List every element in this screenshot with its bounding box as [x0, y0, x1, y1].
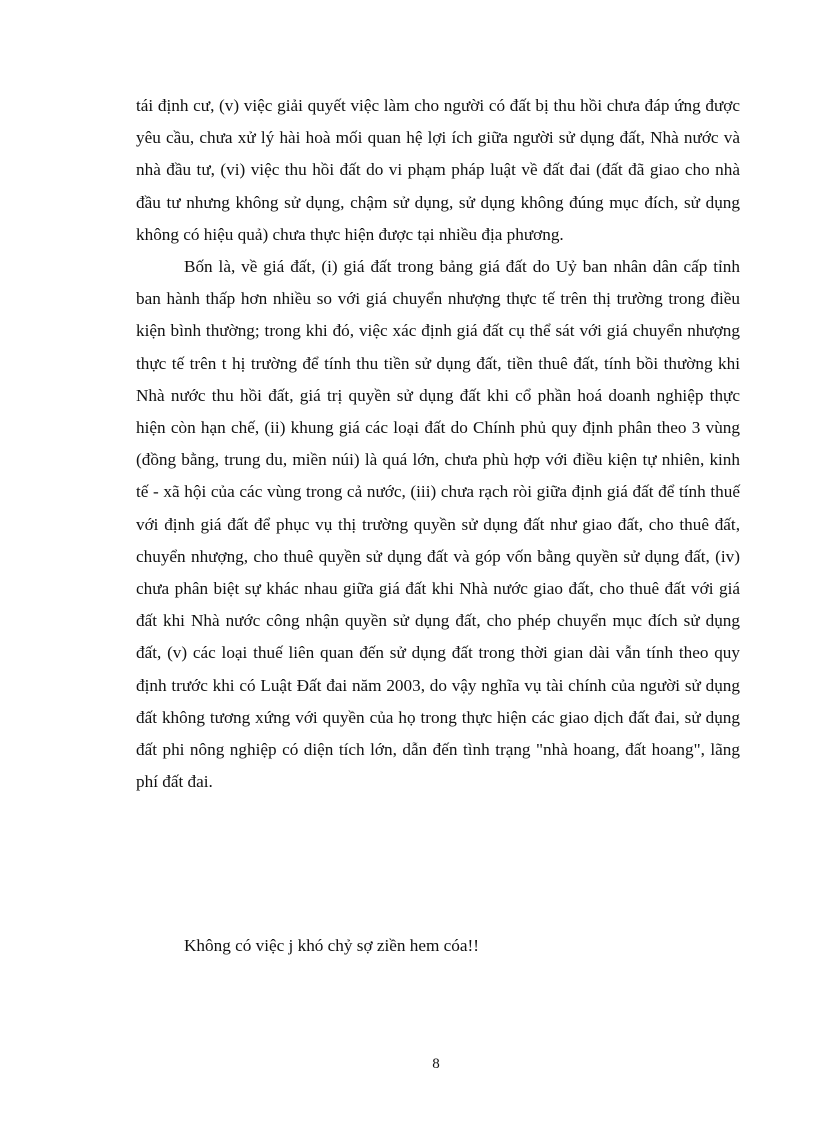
- closing-line: Không có việc j khó chỷ sợ ziền hem cóa!!: [184, 936, 479, 955]
- paragraph-land-price: Bốn là, về giá đất, (i) giá đất trong bảng giá đất do Uỷ ban nhân dân cấp tỉnh ban hành thấp hơn nhiều so với giá chuyển nhượng thực tế trên thị trường trong điều kiện bình thường; trong khi đó, việc xác định giá đất cụ thể sát với giá chuyển nhượng thực tế trên t hị trường để tính thu tiền sử dụng đất, tiền thuê đất, tính bồi thường khi Nhà nước thu hồi đất, giá trị quyền sử dụng đất khi cổ phần hoá doanh nghiệp thực hiện còn hạn chế, (ii) khung giá các loại đất do Chính phủ quy định phân theo 3 vùng (đồng bằng, trung du, miền núi) là quá lớn, chưa phù hợp với điều kiện tự nhiên, kinh tế - xã hội của các vùng trong cả nước, (iii) chưa rạch ròi giữa định giá đất để tính thuế với định giá đất để phục vụ thị trường quyền sử dụng đất như giao đất, cho thuê đất, chuyển nhượng, cho thuê quyền sử dụng đất và góp vốn bằng quyền sử dụng đất, (iv) chưa phân biệt sự khác nhau giữa giá đất khi Nhà nước giao đất, cho thuê đất với giá đất khi Nhà nước công nhận quyền sử dụng đất, cho phép chuyển mục đích sử dụng đất, (v) các loại thuế liên quan đến sử dụng đất trong thời gian dài vẫn tính theo quy định trước khi có Luật Đất đai năm 2003, do vậy nghĩa vụ tài chính của người sử dụng đất không tương xứng với quyền của họ trong thực hiện các giao dịch đất đai, sử dụng đất phi nông nghiệp có diện tích lớn, dẫn đến tình trạng "nhà hoang, đất hoang", lãng phí đất đai.: [136, 257, 740, 792]
- page-number: 8: [432, 1056, 440, 1072]
- body-text: [136, 90, 740, 798]
- paragraph-continuation: tái định cư, (v) việc giải quyết việc làm cho người có đất bị thu hồi chưa đáp ứng được yêu cầu, chưa xử lý hài hoà mối quan hệ lợi ích giữa người sử dụng đất, Nhà nước và nhà đầu tư, (vi) việc thu hồi đất do vi phạm pháp luật về đất đai (đất đã giao cho nhà đầu tư nhưng không sử dụng, chậm sử dụng, sử dụng không đúng mục đích, sử dụng không có hiệu quả) chưa thực hiện được tại nhiều địa phương.: [136, 96, 740, 244]
